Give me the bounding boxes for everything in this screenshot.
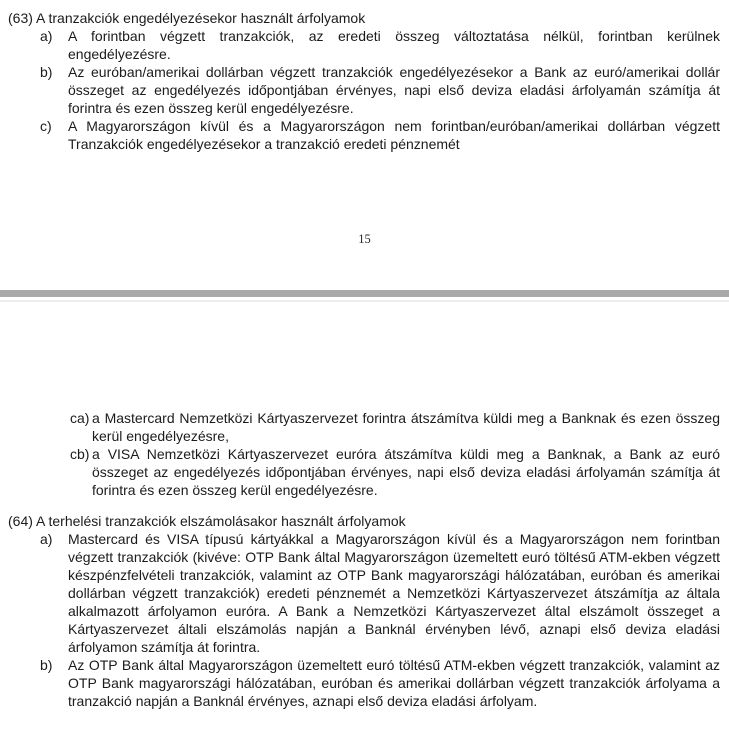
list-marker: a): [40, 28, 53, 44]
section-64-title: A terhelési tranzakciók elszámolásakor használt árfolyamok: [36, 513, 406, 529]
list-item-text: Az OTP Bank által Magyarországon üzemeltett euró töltésű ATM-ekben végzett tranzakciók, valamint az OTP Bank magyarországi hálózatában, euróban és amerikai dollárban végzett tranzakciók árfolyama a tranzakció napján a Banknál érvényes, aznapi első deviza eladási árfolyam.: [68, 657, 720, 709]
list-marker: cb): [70, 446, 90, 462]
list-marker: ca): [70, 410, 90, 426]
section-64-number: (64): [8, 513, 33, 529]
page-separator-shadow: [0, 300, 729, 302]
list-item-b: [8, 63, 720, 117]
list-marker: b): [40, 64, 53, 80]
section-64: [8, 512, 720, 710]
list-marker: a): [40, 531, 53, 547]
list-item-c: [8, 117, 720, 153]
list-item-text: a VISA Nemzetközi Kártyaszervezet euróra átszámítva küldi meg a Banknak, a Bank az euró összeget az engedélyezés időpontjában érvényes, napi első deviza eladási árfolyamán számítja át forintra és ezen összeg kerül engedélyezésre.: [92, 446, 720, 498]
list-marker: b): [40, 657, 53, 673]
sublist-item-ca: [8, 409, 720, 445]
list-item-a: [8, 27, 720, 63]
list-item-text: a Mastercard Nemzetközi Kártyaszervezet forintra átszámítva küldi meg a Banknak és ezen összeg kerül engedélyezésre,: [92, 410, 720, 444]
sublist-item-cb: [8, 445, 720, 499]
list-item-text: Az euróban/amerikai dollárban végzett tranzakciók engedélyezésekor a Bank az euró/amerikai dollár összeget az engedélyezés időpontjában érvényes, napi első deviza eladási árfolyamán számítja át forintra és ezen összeg kerül engedélyezésre.: [68, 64, 720, 116]
list-item-text: A forintban végzett tranzakciók, az eredeti összeg változtatása nélkül, forintban kerülnek engedélyezésre.: [68, 28, 720, 62]
section-64-heading: [8, 512, 720, 530]
page-16-fragment: [8, 409, 720, 710]
list-item-a: [8, 530, 720, 656]
section-63-title: A tranzakciók engedélyezésekor használt árfolyamok: [36, 10, 366, 26]
list-item-b: [8, 656, 720, 710]
section-63-number: (63): [8, 10, 33, 26]
page-separator-bar: [0, 290, 729, 297]
list-marker: c): [40, 118, 52, 134]
list-item-text: Mastercard és VISA típusú kártyákkal a Magyarországon kívül és a Magyarországon nem forintban végzett tranzakciók (kivéve: OTP Bank által Magyarországon üzemeltett euró töltésű ATM-ekben végzett készpénzfelvételi tranzakciók, valamint az OTP Bank magyarországi hálózatában, euróban és amerikai dollárban végzett tranzakciók) eredeti pénznemét a Nemzetközi Kártyaszervezet átszámítja az általa alkalmazott árfolyamon euróra. A Bank a Nemzetközi Kártyaszervezet által elszámolt összeget a Kártyaszervezet általi elszámolás napján a Banknál érvényben lévő, aznapi első deviza eladási árfolyamon számítja át forintra.: [68, 531, 720, 655]
list-item-text: A Magyarországon kívül és a Magyarországon nem forintban/euróban/amerikai dollárban végzett Tranzakciók engedélyezésekor a tranzakció eredeti pénznemét: [68, 118, 720, 152]
section-63-heading: [8, 9, 720, 27]
page-15-fragment: [8, 9, 720, 153]
page-number: 15: [358, 232, 371, 246]
